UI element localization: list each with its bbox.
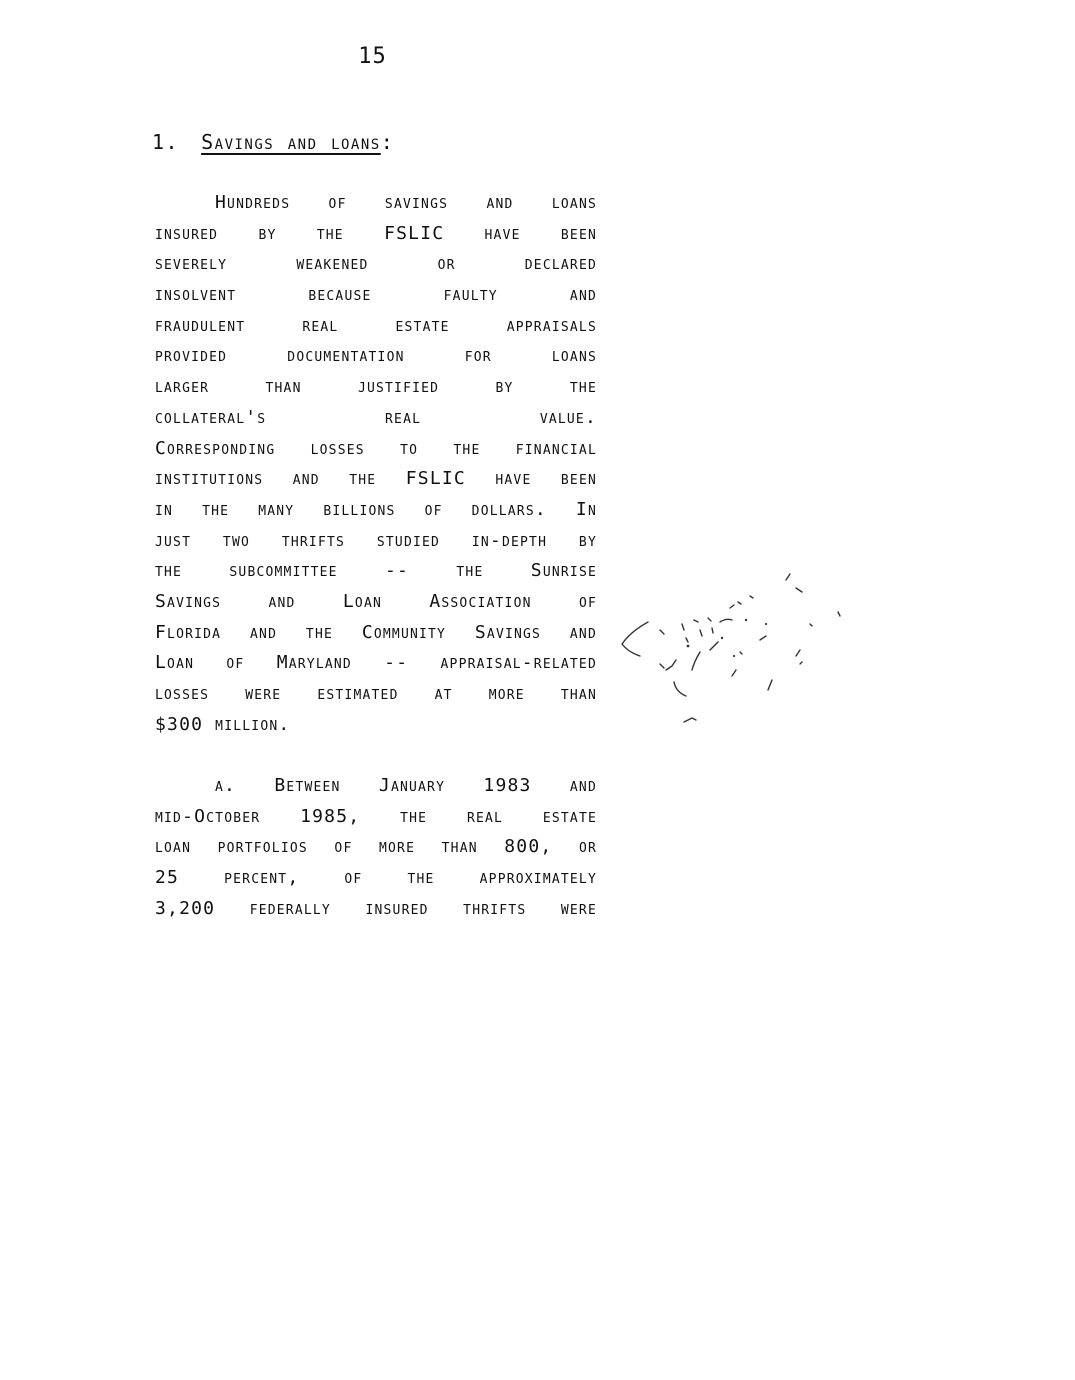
paragraph-line: Florida and the Community Savings and (155, 621, 597, 643)
paragraph-line: Hundreds of savings and loans (215, 192, 597, 213)
paragraph-savings-and-loans (155, 188, 597, 740)
paragraph-line: the subcommittee -- the Sunrise (155, 560, 597, 582)
paragraph-line: Loan of Maryland -- appraisal-related (155, 652, 597, 674)
paragraph-line: insolvent because faulty and (155, 284, 597, 306)
paragraph-line: 3,200 federally insured thrifts were (155, 897, 597, 919)
paragraph-line: provided documentation for loans (155, 345, 597, 367)
paragraph-line: insured by the FSLIC have been (155, 222, 597, 244)
paragraph-line: mid-October 1985, the real estate (155, 805, 597, 827)
paragraph-line: collateral's real value. (155, 406, 597, 428)
page-number: 15 (358, 44, 387, 69)
paragraph-subsection-a (155, 771, 597, 924)
paragraph-line: losses were estimated at more than (155, 683, 597, 704)
paragraph-line: loan portfolios of more than 800, or (155, 836, 597, 858)
section-title-colon: : (380, 130, 395, 154)
section-heading (152, 130, 394, 154)
paragraph-line: institutions and the FSLIC have been (155, 468, 597, 490)
paragraph-line: fraudulent real estate appraisals (155, 314, 597, 336)
paragraph-line: $300 million. (155, 713, 291, 735)
paragraph-line: Corresponding losses to the financial (155, 437, 597, 459)
paragraph-line: severely weakened or declared (155, 253, 597, 275)
paragraph-line: just two thrifts studied in-depth by (155, 529, 597, 551)
section-title: Savings and loans (201, 130, 381, 154)
paragraph-line: a. Between January 1983 and (215, 775, 597, 796)
paragraph-line: Savings and Loan Association of (155, 590, 597, 612)
paragraph-line: larger than justified by the (155, 376, 597, 398)
scribble-marks-icon (600, 560, 860, 740)
section-number: 1. (152, 130, 180, 154)
paragraph-line: in the many billions of dollars. In (155, 498, 597, 520)
paragraph-line: 25 percent, of the approximately (155, 867, 597, 889)
